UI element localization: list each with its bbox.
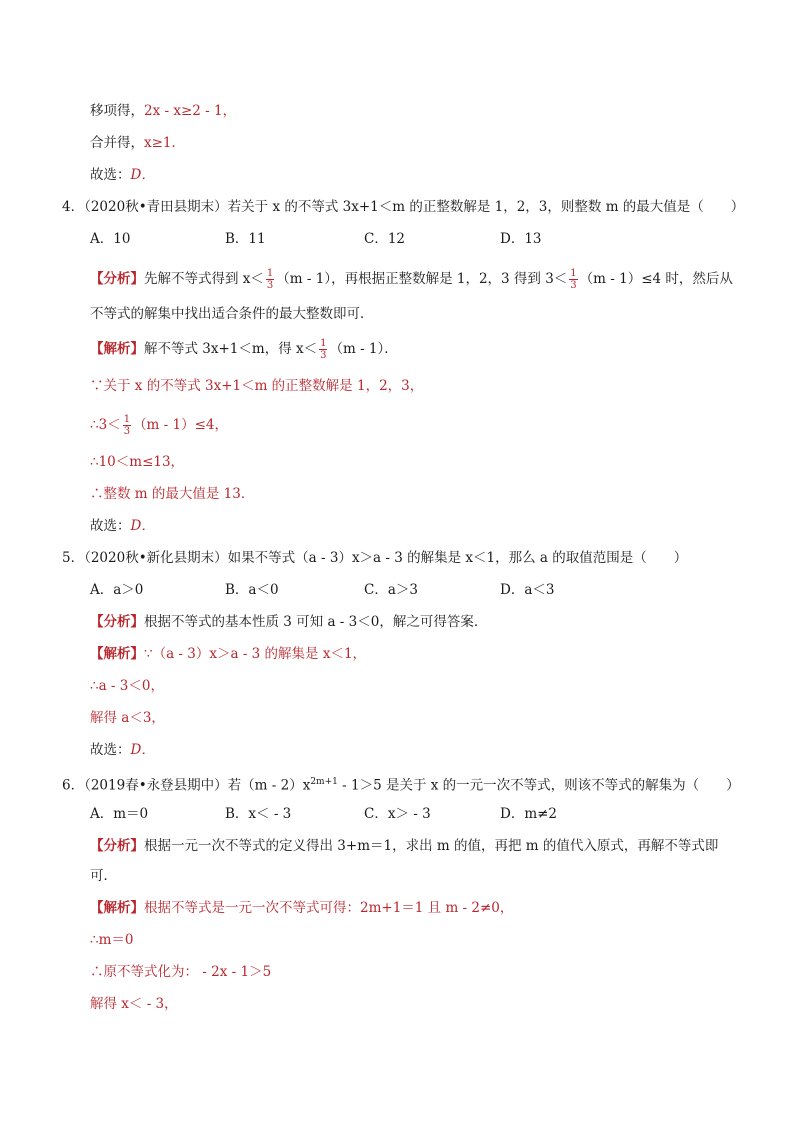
q6-option-b: B．x＜ - 3 (225, 806, 292, 822)
fraction-numerator: 1 (570, 268, 577, 279)
analysis-tag: 【分析】 (90, 614, 144, 630)
q4-analysis-cont: 不等式的解集中找出适合条件的最大整数即可． (90, 306, 374, 322)
solution-tag: 【解析】 (90, 900, 144, 916)
analysis-tag: 【分析】 (90, 838, 144, 854)
text: 根据不等式是一元一次不等式可得：2m+1＝1 且 m - 2≠0， (144, 900, 514, 916)
q6-analysis (90, 836, 718, 856)
fraction-denominator: 3 (123, 426, 131, 437)
fraction-one-third (319, 338, 327, 361)
text: 6．（2019春•永登县期中）若（m - 2）x (62, 777, 311, 794)
q4-analysis (90, 268, 733, 291)
text: 先解不等式得到 x＜ (144, 271, 264, 287)
q4-answer (90, 516, 155, 536)
q5-option-d: D．a＜3 (500, 582, 555, 598)
text: ∴3＜ (90, 417, 121, 433)
text: - 1＞5 是关于 x 的一元一次不等式，则该不等式的解集为（ ） (337, 777, 740, 794)
fraction-numerator: 1 (266, 268, 274, 279)
q5-analysis (90, 612, 487, 632)
solution-tag: 【解析】 (90, 341, 144, 357)
analysis-tag: 【分析】 (90, 271, 144, 287)
q3-line-combine (90, 133, 185, 153)
q5-solution (90, 644, 366, 664)
q5-option-c: C．a＞3 (364, 582, 418, 598)
q6-step-1: ∴m＝0 (90, 932, 134, 948)
exponent: 2m+1 (310, 777, 338, 787)
text: 移项得， (90, 103, 144, 119)
text: 故选： (90, 167, 131, 183)
fraction-one-third (569, 268, 577, 291)
fraction-denominator: 3 (320, 350, 327, 361)
q6-step-3: 解得 x＜ - 3， (90, 996, 178, 1012)
q4-option-a: A．10 (90, 231, 131, 247)
text: （m - 1）． (329, 341, 398, 357)
q5-step-1: ∴a - 3＜0， (90, 678, 164, 694)
text: 解不等式 3x+1＜m，得 x＜ (144, 341, 318, 357)
text: 合并得， (90, 135, 144, 151)
q4-step-1: ∵关于 x 的不等式 3x+1＜m 的正整数解是 1，2，3， (90, 378, 424, 394)
q6-step-2: ∴原不等式化为： - 2x - 1＞5 (90, 964, 272, 980)
fraction-denominator: 3 (266, 280, 274, 291)
q6-option-d: D．m≠2 (500, 806, 558, 822)
fraction-numerator: 1 (123, 414, 131, 425)
q4-option-b: B．11 (225, 231, 266, 247)
text: 根据不等式的基本性质 3 可知 a - 3＜0，解之可得答案． (144, 614, 488, 630)
fraction-one-third (123, 414, 131, 437)
q3-answer (90, 165, 155, 185)
q6-stem (62, 772, 740, 796)
answer: D． (130, 742, 155, 758)
q4-option-c: C．12 (364, 231, 406, 247)
q4-solution (90, 338, 398, 361)
fraction-one-third (266, 268, 274, 291)
q6-solution (90, 898, 513, 918)
text: （m - 1），再根据正整数解是 1，2，3 得到 3＜ (276, 271, 568, 287)
q5-step-2: 解得 a＜3， (90, 710, 165, 726)
q4-stem: 4．（2020秋•青田县期末）若关于 x 的不等式 3x+1＜m 的正整数解是 1，2，3，则整数 m 的最大值是（ ） (62, 199, 745, 215)
answer: D． (130, 167, 155, 183)
text: （m - 1）≤4， (133, 417, 228, 433)
q4-step-3: ∴10＜m≤13， (90, 454, 185, 470)
text: ∵（a - 3）x＞a - 3 的解集是 x＜1， (144, 646, 367, 662)
fraction-denominator: 3 (570, 280, 577, 291)
q5-answer (90, 740, 155, 760)
text: 根据一元一次不等式的定义得出 3+m＝1，求出 m 的值，再把 m 的值代入原式，再解不等式即 (144, 838, 719, 854)
answer: D． (130, 518, 155, 534)
q4-step-2 (90, 414, 228, 437)
q4-step-4: ∴整数 m 的最大值是 13． (90, 486, 255, 502)
fraction-numerator: 1 (320, 338, 327, 349)
q4-option-d: D．13 (500, 231, 542, 247)
math-text: 2x - x≥2 - 1， (144, 103, 237, 119)
q5-option-b: B．a＜0 (225, 582, 279, 598)
text: 故选： (90, 518, 131, 534)
q3-line-transpose (90, 101, 236, 121)
q6-option-c: C．x＞ - 3 (364, 806, 431, 822)
q6-option-a: A．m＝0 (90, 806, 149, 822)
q6-analysis-cont: 可． (90, 868, 117, 884)
q5-stem: 5．（2020秋•新化县期末）如果不等式（a - 3）x＞a - 3 的解集是 x＜1，那么 a 的取值范围是（ ） (62, 550, 688, 566)
math-text: x≥1． (144, 135, 186, 151)
solution-tag: 【解析】 (90, 646, 144, 662)
text: （m - 1）≤4 时，然后从 (579, 271, 733, 287)
text: 故选： (90, 742, 131, 758)
q5-option-a: A．a＞0 (90, 582, 144, 598)
